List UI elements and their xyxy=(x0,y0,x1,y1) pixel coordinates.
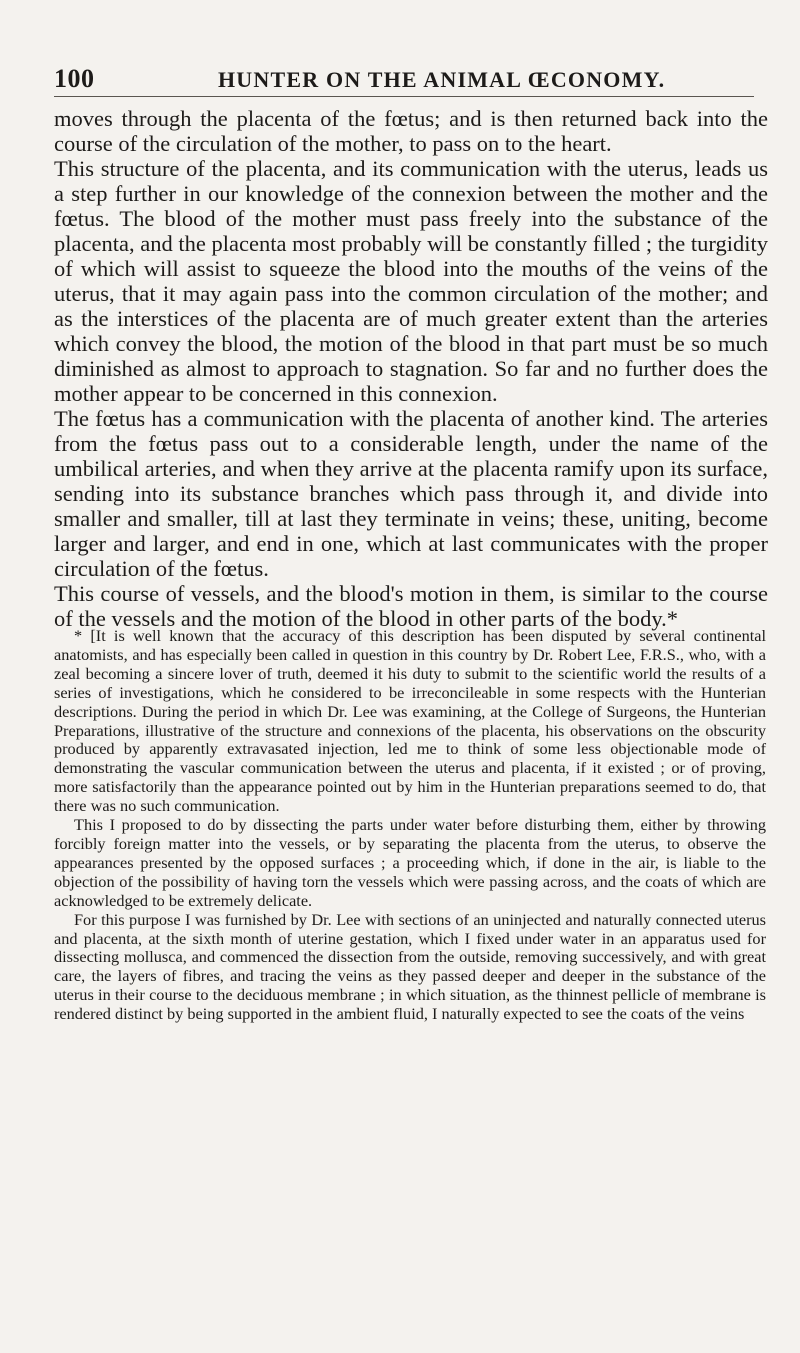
body-paragraph: The fœtus has a communication with the placenta of another kind. The arteries from the fœtus pass out to a considerable length, under the name of the umbilical arteries, and when they arrive at the placenta ramify upon its surface, sending into its substance branches which pass through it, and divide into smaller and smaller, till at last they terminate in veins; these, uniting, become larger and larger, and end in one, which at last communicates with the proper circulation of the fœtus. xyxy=(54,406,768,581)
running-head xyxy=(54,64,754,96)
header-divider xyxy=(54,96,754,97)
main-text xyxy=(54,106,768,631)
body-paragraph: moves through the placenta of the fœtus; and is then returned back into the course of the circulation of the mother, to pass on to the heart. xyxy=(54,106,768,156)
footnote-paragraph: For this purpose I was furnished by Dr. Lee with sections of an uninjected and naturally connected uterus and placenta, at the sixth month of uterine gestation, which I fixed under water in an apparatus used for dissecting mollusca, and commenced the dissection from the outside, removing successively, and with great care, the layers of fibres, and tracing the veins as they passed deeper and deeper in the substance of the uterus in their course to the deciduous membrane ; in which situation, as the thinnest pellicle of membrane is rendered distinct by being supported in the ambient fluid, I naturally expected to see the coats of the veins xyxy=(54,909,766,1024)
footnote-paragraph: * [It is well known that the accuracy of this description has been disputed by several continental anatomists, and has especially been called in question in this country by Dr. Robert Lee, F.R.S., who, with a zeal becoming a sincere lover of truth, deemed it his duty to submit to the scientific world the results of a series of investigations, which he considered to be irreconcileable in some respects with the Hunterian descriptions. During the period in which Dr. Lee was examining, at the College of Surgeons, the Hunterian Preparations, illustrative of the structure and connexions of the placenta, his observations on the obscurity produced by apparently extravasated injection, led me to think of some less objectionable mode of demonstrating the vascular communication between the uterus and placenta, if it existed ; or of proving, more satisfactorily than the appearance pointed out by him in the Hunterian preparations seemed to do, that there was no such communication. xyxy=(54,626,766,816)
body-paragraph: This structure of the placenta, and its communication with the uterus, leads us a step further in our knowledge of the connexion between the mother and the fœtus. The blood of the mother must pass freely into the substance of the placenta, and the placenta most probably will be constantly filled ; the turgidity of which will assist to squeeze the blood into the mouths of the veins of the uterus, that it may again pass into the common circulation of the mother; and as the interstices of the placenta are of much greater extent than the arteries which convey the blood, the motion of the blood in that part must be so much diminished as almost to approach to stagnation. So far and no further does the mother appear to be concerned in this connexion. xyxy=(54,156,768,406)
footnote xyxy=(54,627,766,1024)
page-number: 100 xyxy=(54,64,95,93)
body-paragraph: This course of vessels, and the blood's motion in them, is similar to the course of the vessels and the motion of the blood in other parts of the body.* xyxy=(54,581,768,631)
footnote-paragraph: This I proposed to do by dissecting the parts under water before disturbing them, either by throwing forcibly foreign matter into the vessels, or by separating the placenta from the uterus, to observe the appearances presented by the opposed surfaces ; a proceeding which, if done in the air, is liable to the objection of the possibility of having torn the vessels which were passing across, and the coats of which are acknowledged to be extremely delicate. xyxy=(54,815,766,910)
running-title: HUNTER ON THE ANIMAL ŒCONOMY. xyxy=(218,67,666,92)
